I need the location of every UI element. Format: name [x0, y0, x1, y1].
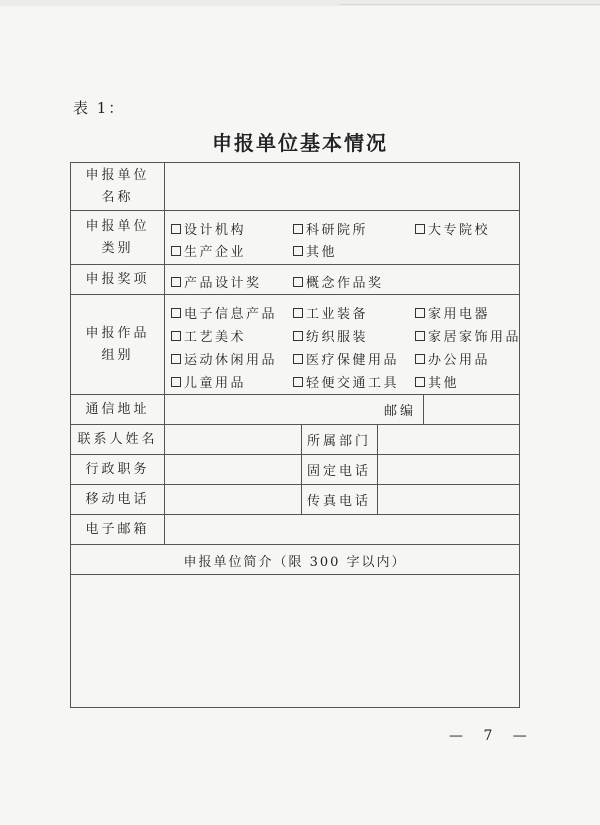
checkbox-icon[interactable] — [171, 377, 181, 387]
unit-type-label-line1: 申报单位 — [85, 218, 150, 234]
category-option[interactable] — [415, 349, 490, 368]
category-label-line2: 组别 — [101, 347, 134, 363]
award-option[interactable] — [171, 272, 262, 291]
unit-type-option[interactable] — [415, 219, 490, 238]
table-label: 表 1： — [73, 99, 126, 117]
position-field[interactable] — [165, 455, 301, 484]
page-title: 申报单位基本情况 — [212, 131, 388, 155]
category-option[interactable] — [171, 303, 277, 322]
row-category — [71, 295, 522, 395]
checkbox-icon[interactable] — [171, 308, 181, 318]
checkbox-icon[interactable] — [415, 224, 425, 234]
checkbox-icon[interactable] — [293, 354, 303, 364]
unit-type-option[interactable] — [171, 219, 246, 238]
category-option-label: 纺织服装 — [306, 330, 369, 345]
application-form-table — [70, 162, 520, 708]
checkbox-icon[interactable] — [293, 224, 303, 234]
position-label-text: 行政职务 — [85, 461, 150, 477]
page-top-rule — [340, 0, 600, 5]
category-option-label: 儿童用品 — [184, 376, 247, 391]
award-label-text: 申报奖项 — [85, 271, 150, 287]
category-option-label: 运动休闲用品 — [184, 353, 278, 368]
unit-type-option-label: 设计机构 — [184, 223, 247, 238]
award-options — [165, 265, 519, 294]
category-option-label: 家居家饰用品 — [428, 330, 522, 345]
postcode-field[interactable] — [423, 395, 519, 424]
address-field[interactable] — [165, 395, 377, 424]
checkbox-icon[interactable] — [171, 354, 181, 364]
category-option[interactable] — [171, 349, 277, 368]
phone-label: 固定电话 — [306, 464, 371, 479]
address-label-text: 通信地址 — [85, 401, 150, 417]
phone-field[interactable] — [377, 455, 519, 484]
position-label — [71, 455, 165, 484]
checkbox-icon[interactable] — [415, 354, 425, 364]
checkbox-icon[interactable] — [293, 377, 303, 387]
checkbox-icon[interactable] — [293, 277, 303, 287]
checkbox-icon[interactable] — [293, 331, 303, 341]
contact-label-text: 联系人姓名 — [77, 431, 158, 447]
checkbox-icon[interactable] — [293, 308, 303, 318]
mobile-label-text: 移动电话 — [85, 491, 150, 507]
category-option-label: 轻便交通工具 — [306, 376, 400, 391]
email-label — [71, 515, 165, 544]
fax-field[interactable] — [377, 485, 519, 514]
unit-type-option-label: 大专院校 — [428, 223, 491, 238]
category-option[interactable] — [415, 303, 490, 322]
unit-type-option-label: 科研院所 — [306, 223, 369, 238]
checkbox-icon[interactable] — [415, 308, 425, 318]
award-option-label: 产品设计奖 — [184, 276, 262, 291]
category-option-label: 工艺美术 — [184, 330, 247, 345]
checkbox-icon[interactable] — [171, 331, 181, 341]
unit-type-option[interactable] — [171, 241, 246, 260]
category-option[interactable] — [293, 326, 368, 345]
row-email — [71, 515, 519, 545]
category-option[interactable] — [293, 349, 399, 368]
category-options — [165, 295, 522, 394]
contact-label — [71, 425, 165, 454]
unit-type-option[interactable] — [293, 219, 368, 238]
dept-field[interactable] — [377, 425, 519, 454]
address-label — [71, 395, 165, 424]
category-option-label: 电子信息产品 — [184, 307, 278, 322]
intro-textarea[interactable] — [71, 575, 519, 707]
award-option[interactable] — [293, 272, 384, 291]
category-option-label: 家用电器 — [428, 307, 491, 322]
checkbox-icon[interactable] — [171, 246, 181, 256]
dept-label: 所属部门 — [306, 434, 371, 449]
unit-type-option-label: 生产企业 — [184, 245, 247, 260]
fax-label: 传真电话 — [306, 494, 371, 509]
category-option[interactable] — [415, 372, 459, 391]
award-label — [71, 265, 165, 294]
category-label-line1: 申报作品 — [85, 325, 150, 341]
category-option[interactable] — [293, 303, 368, 322]
unit-name-label-line1: 申报单位 — [85, 167, 150, 183]
unit-name-label-line2: 名称 — [101, 189, 134, 205]
email-label-text: 电子邮箱 — [85, 521, 150, 537]
row-address — [71, 395, 519, 425]
email-field[interactable] — [165, 515, 519, 544]
row-unit-type — [71, 211, 519, 265]
row-award — [71, 265, 519, 295]
page-number: — 7 — — [449, 728, 535, 744]
category-option-label: 医疗保健用品 — [306, 353, 400, 368]
checkbox-icon[interactable] — [171, 277, 181, 287]
unit-type-option[interactable] — [293, 241, 337, 260]
checkbox-icon[interactable] — [293, 246, 303, 256]
category-option-label: 办公用品 — [428, 353, 491, 368]
row-mobile — [71, 485, 519, 515]
row-unit-name — [71, 163, 519, 211]
category-label — [71, 295, 165, 394]
category-option[interactable] — [171, 372, 246, 391]
postcode-label: 邮编 — [383, 404, 416, 419]
row-contact — [71, 425, 519, 455]
checkbox-icon[interactable] — [415, 331, 425, 341]
category-option[interactable] — [293, 372, 399, 391]
unit-type-options — [165, 211, 519, 264]
checkbox-icon[interactable] — [171, 224, 181, 234]
intro-label: 申报单位简介（限 300 字以内） — [183, 554, 407, 570]
contact-name-field[interactable] — [165, 425, 301, 454]
category-option[interactable] — [171, 326, 246, 345]
award-option-label: 概念作品奖 — [306, 276, 384, 291]
row-intro-header — [71, 545, 519, 575]
category-option-label: 工业装备 — [306, 307, 369, 322]
mobile-label — [71, 485, 165, 514]
unit-name-label — [71, 163, 165, 210]
checkbox-icon[interactable] — [415, 377, 425, 387]
row-position — [71, 455, 519, 485]
category-option-label: 其他 — [428, 376, 460, 391]
unit-type-option-label: 其他 — [306, 245, 338, 260]
category-option[interactable] — [415, 326, 521, 345]
mobile-field[interactable] — [165, 485, 301, 514]
unit-type-label — [71, 211, 165, 264]
unit-type-label-line2: 类别 — [101, 240, 134, 256]
unit-name-field[interactable] — [165, 163, 519, 210]
